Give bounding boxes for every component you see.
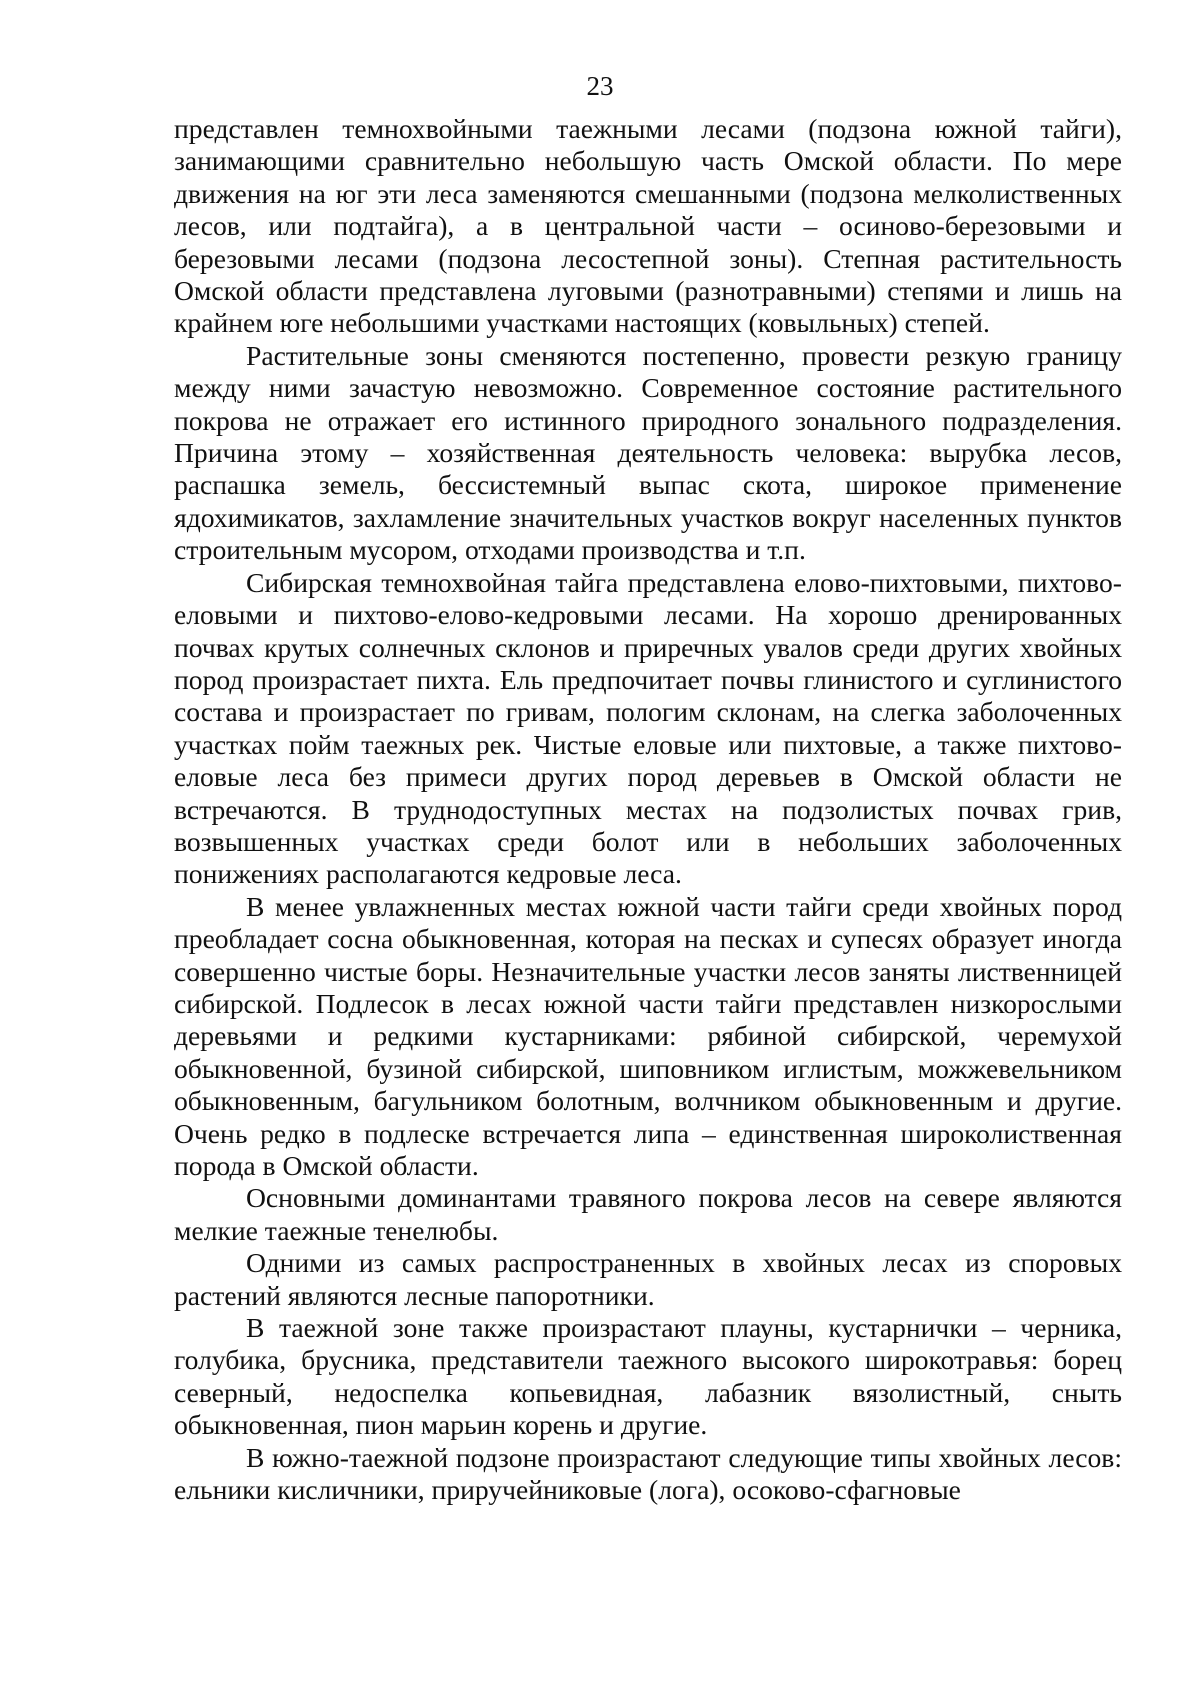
- paragraph-6: Одними из самых распространенных в хвойных лесах из споровых растений являются лесные папоротники.: [174, 1247, 1122, 1311]
- paragraph-3: Сибирская темнохвойная тайга представлена елово-пихтовыми, пихтово-еловыми и пихтово-елово-кедровыми лесами. На хорошо дренированных почвах крутых солнечных склонов и приречных увалов среди других хвойных пород произрастает пихта. Ель предпочитает почвы глинистого и суглинистого состава и произрастает по гривам, пологим склонам, на слегка заболоченных участках пойм таежных рек. Чистые еловые или пихтовые, а также пихтово-еловые леса без примеси других пород деревьев в Омской области не встречаются. В труднодоступных местах на подзолистых почвах грив, возвышенных участках среди болот или в небольших заболоченных понижениях располагаются кедровые леса.: [174, 566, 1122, 890]
- paragraph-5: Основными доминантами травяного покрова лесов на севере являются мелкие таежные тенелюбы.: [174, 1182, 1122, 1246]
- page-number: 23: [586, 71, 614, 101]
- paragraph-2: Растительные зоны сменяются постепенно, провести резкую границу между ними зачастую невозможно. Современное состояние растительного покрова не отражает его истинного природного зонального подразделения. Причина этому – хозяйственная деятельность человека: вырубка лесов, распашка земель, бессистемный выпас скота, широкое применение ядохимикатов, захламление значительных участков вокруг населенных пунктов строительным мусором, отходами производства и т.п.: [174, 339, 1122, 566]
- body-text: [174, 113, 1122, 1506]
- paragraph-4: В менее увлажненных местах южной части тайги среди хвойных пород преобладает сосна обыкновенная, которая на песках и супесях образует иногда совершенно чистые боры. Незначительные участки лесов заняты лиственницей сибирской. Подлесок в лесах южной части тайги представлен низкорослыми деревьями и редкими кустарниками: рябиной сибирской, черемухой обыкновенной, бузиной сибирской, шиповником иглистым, можжевельником обыкновенным, багульником болотным, волчником обыкновенным и другие. Очень редко в подлеске встречается липа – единственная широколиственная порода в Омской области.: [174, 890, 1122, 1181]
- paragraph-8: В южно-таежной подзоне произрастают следующие типы хвойных лесов: ельники кисличники, приручейниковые (лога), осоково-сфагновые: [174, 1441, 1122, 1506]
- paragraph-7: В таежной зоне также произрастают плауны, кустарнички – черника, голубика, брусника, представители таежного высокого широкотравья: борец северный, недоспелка копьевидная, лабазник вязолистный, сныть обыкновенная, пион марьин корень и другие.: [174, 1312, 1122, 1441]
- paragraph-1: представлен темнохвойными таежными лесами (подзона южной тайги), занимающими сравнительно небольшую часть Омской области. По мере движения на юг эти леса заменяются смешанными (подзона мелколиственных лесов, или подтайга), а в центральной части – осиново-березовыми и березовыми лесами (подзона лесостепной зоны). Степная растительность Омской области представлена луговыми (разнотравными) степями и лишь на крайнем юге небольшими участками настоящих (ковыльных) степей.: [174, 113, 1122, 339]
